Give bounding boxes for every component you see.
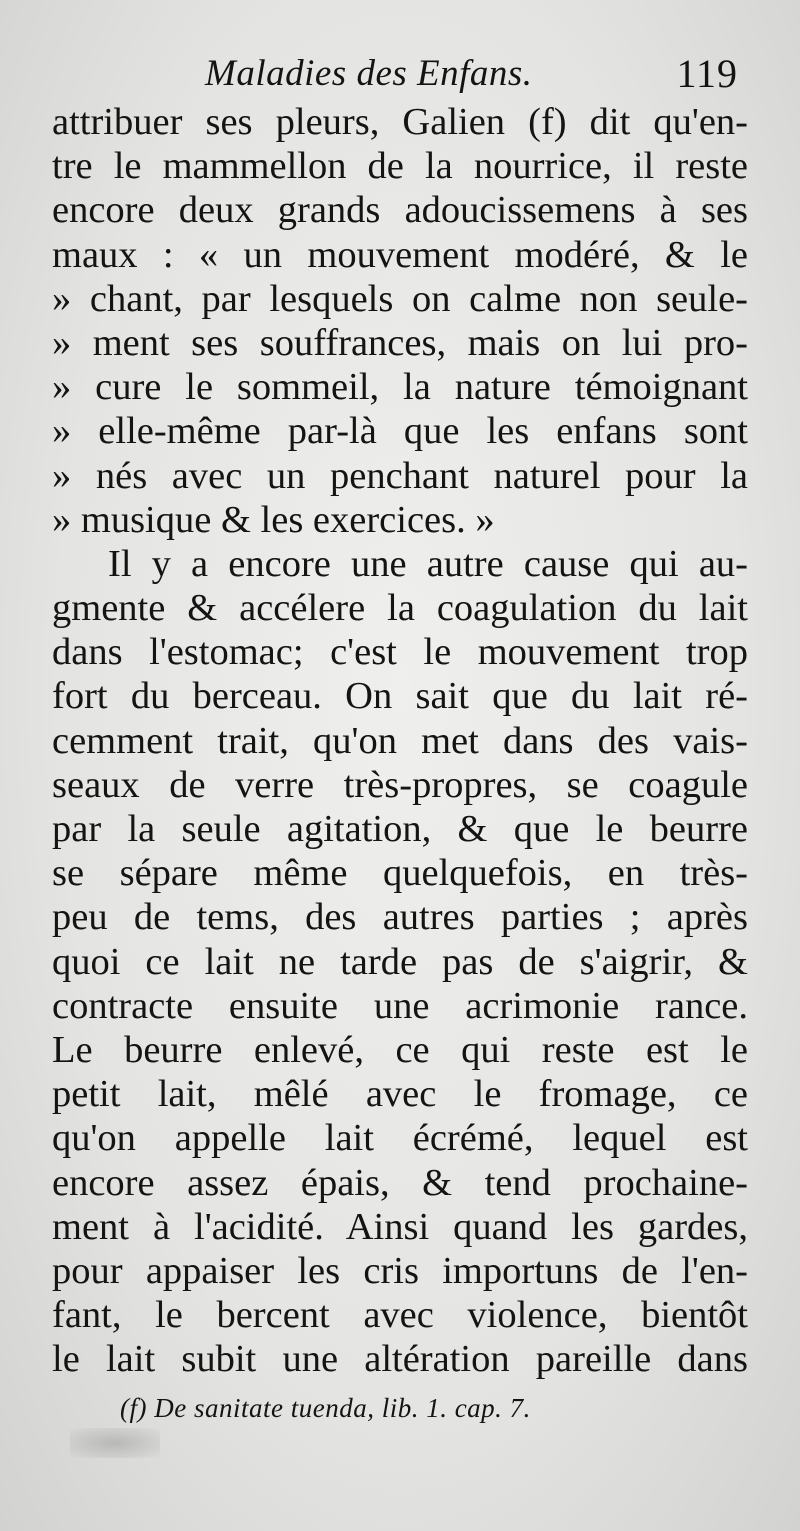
text-line: maux : « un mouvement modéré, & le <box>52 233 748 276</box>
text-line: Le beurre enlevé, ce qui reste est le <box>52 1028 748 1071</box>
text-line: » musique & les exercices. » <box>52 498 495 541</box>
ink-smudge <box>70 1428 160 1458</box>
text-line: seaux de verre très-propres, se coagule <box>52 763 748 806</box>
footnote: (f) De sanitate tuenda, lib. 1. cap. 7. <box>120 1393 531 1423</box>
text-line: le lait subit une altération pareille dans <box>52 1338 748 1381</box>
page-header <box>60 52 740 104</box>
text-line: tre le mammellon de la nourrice, il reste <box>52 145 748 188</box>
text-line: pour appaiser les cris importuns de l'en- <box>52 1249 748 1292</box>
text-line: encore assez épais, & tend prochaine- <box>52 1161 748 1204</box>
page-number: 119 <box>676 51 738 96</box>
text-line: fort du berceau. On sait que du lait ré- <box>52 675 748 718</box>
text-line: quoi ce lait ne tarde pas de s'aigrir, & <box>52 940 748 983</box>
text-line: qu'on appelle lait écrémé, lequel est <box>52 1117 748 1160</box>
text-line: se sépare même quelquefois, en très- <box>52 852 748 895</box>
text-line: par la seule agitation, & que le beurre <box>52 808 748 850</box>
text-line: » ment ses souffrances, mais on lui pro- <box>52 321 748 364</box>
text-line: fant, le bercent avec violence, bientôt <box>52 1294 748 1337</box>
text-line: cemment trait, qu'on met dans des vais- <box>52 719 748 762</box>
text-line: » nés avec un penchant naturel pour la <box>52 454 748 497</box>
running-title: Maladies des Enfans. <box>205 53 533 94</box>
text-line: gmente & accélere la coagulation du lait <box>52 587 748 630</box>
text-line: attribuer ses pleurs, Galien (f) dit qu'en- <box>52 101 748 143</box>
paragraph-start-line: Il y a encore une autre cause qui au- <box>108 542 748 585</box>
text-line: » cure le sommeil, la nature témoignant <box>52 366 748 409</box>
text-line: dans l'estomac; c'est le mouvement trop <box>52 631 748 674</box>
text-line: ment à l'acidité. Ainsi quand les gardes, <box>52 1205 748 1248</box>
text-line: contracte ensuite une acrimonie rance. <box>52 984 748 1027</box>
text-line: petit lait, mêlé avec le fromage, ce <box>52 1073 748 1116</box>
text-line: peu de tems, des autres parties ; après <box>52 896 748 939</box>
body-text <box>52 100 748 1381</box>
text-line: » elle-même par-là que les enfans sont <box>52 410 748 453</box>
text-line: encore deux grands adoucissemens à ses <box>52 189 748 232</box>
text-line: » chant, par lesquels on calme non seule- <box>52 277 748 320</box>
